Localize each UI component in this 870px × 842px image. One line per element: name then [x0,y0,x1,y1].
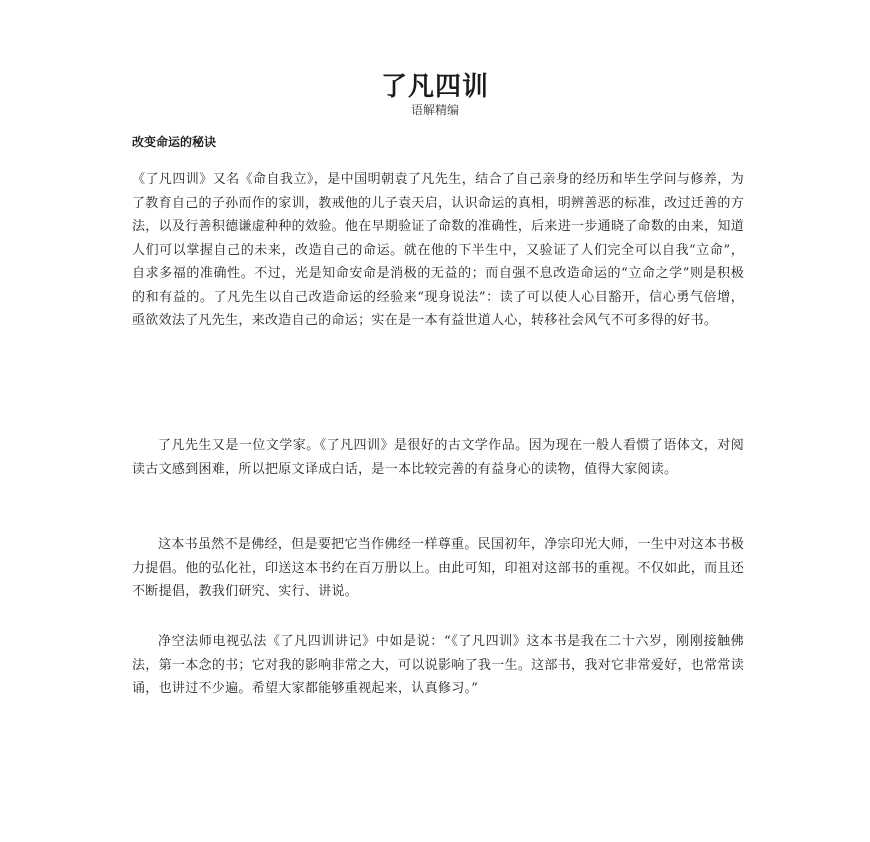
document-subtitle: 语解精编 [410,103,459,117]
paragraph-quote: 净空法师电视弘法《了凡四训讲记》中如是说：“《了凡四训》这本书是我在二十六岁，刚刚接触佛法，第一本念的书；它对我的影响非常之大，可以说影响了我一生。这部书，我对它非常爱好，也常常读诵，也讲过不少遍。希望大家都能够重视起来，认真修习。” [132,634,744,696]
section-heading: 改变命运的秘诀 [132,135,217,149]
document-title: 了凡四训 [380,72,489,102]
paragraph-literary: 了凡先生又是一位文学家。《了凡四训》是很好的古文学作品。因为现在一般人看惯了语体文，对阅读古文感到困难，所以把原文译成白话，是一本比较完善的有益身心的读物，值得大家阅读。 [132,438,744,477]
paragraph-respect: 这本书虽然不是佛经，但是要把它当作佛经一样尊重。民国初年，净宗印光大师，一生中对这本书极力提倡。他的弘化社，印送这本书约在百万册以上。由此可知，印祖对这部书的重视。不仅如此，而且还不断提倡，教我们研究、实行、讲说。 [132,537,744,599]
paragraph-intro: 《了凡四训》又名《命自我立》，是中国明朝袁了凡先生，结合了自己亲身的经历和毕生学问与修养，为了教育自己的子孙而作的家训，教戒他的儿子袁天启，认识命运的真相，明辨善恶的标准，改过迁善的方法，以及行善积德谦虚种种的效验。他在早期验证了命数的准确性，后来进一步通晓了命数的由来，知道人们可以掌握自己的未来，改造自己的命运。就在他的下半生中，又验证了人们完全可以自我“立命”，自求多福的准确性。不过，光是知命安命是消极的无益的；而自强不息改造命运的“立命之学”则是积极的和有益的。了凡先生以自己改造命运的经验来“现身说法”：读了可以使人心目豁开，信心勇气倍增，亟欲效法了凡先生，来改造自己的命运；实在是一本有益世道人心，转移社会风气不可多得的好书。 [132,172,744,328]
